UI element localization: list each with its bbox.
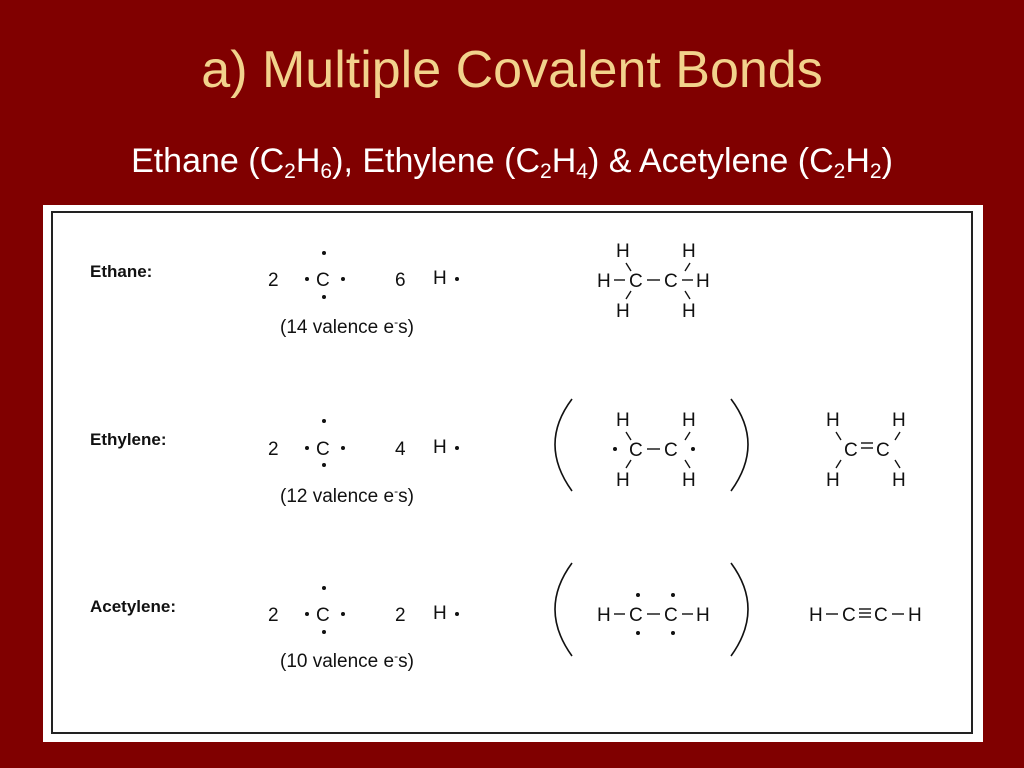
electron-dot — [322, 295, 326, 299]
atom-h: H — [616, 470, 630, 491]
electron-dot — [305, 277, 309, 281]
bond-line — [685, 291, 690, 299]
lewis-structures-diagram — [53, 213, 971, 732]
bond-line — [626, 432, 631, 440]
subtitle-atom: C — [259, 142, 285, 180]
ethane-carbon-atom: C — [316, 270, 330, 291]
subtitle-subscript: 2 — [869, 160, 882, 183]
electron-dot — [455, 446, 459, 450]
bond-line — [626, 291, 631, 299]
subtitle-atom: H — [551, 142, 577, 180]
subtitle-paren: ( — [504, 142, 516, 180]
subtitle-paren: ) — [881, 142, 893, 180]
acetylene-carbon-count: 2 — [268, 605, 279, 626]
electron-dot — [322, 586, 326, 590]
subtitle-separator: , — [343, 142, 363, 180]
ethane-structural-formula — [597, 241, 710, 322]
bond-line — [836, 432, 841, 440]
subtitle-paren: ) — [587, 142, 600, 180]
ethylene-row — [90, 399, 906, 507]
ethane-hydrogen-count: 6 — [395, 270, 406, 291]
atom-h: H — [696, 271, 710, 292]
atom-h: H — [682, 301, 696, 322]
subtitle-paren: ( — [248, 142, 260, 180]
electron-dot — [341, 612, 345, 616]
ethylene-label: Ethylene: — [90, 430, 167, 449]
subtitle-subscript: 2 — [284, 160, 296, 183]
electron-dot — [455, 612, 459, 616]
bond-line — [895, 432, 900, 440]
atom-h: H — [616, 301, 630, 322]
atom-c: C — [876, 440, 890, 461]
electron-dot — [636, 631, 640, 635]
bond-line — [685, 263, 690, 271]
subtitle-subscript: 6 — [320, 160, 333, 183]
subtitle-atom: C — [515, 142, 541, 180]
atom-h: H — [826, 410, 840, 431]
acetylene-carbon-atom: C — [316, 605, 330, 626]
acetylene-valence-text: (10 valence e-s) — [280, 649, 414, 672]
acetylene-triple-bond-structure — [809, 605, 922, 626]
subtitle-subscript: 2 — [833, 160, 846, 183]
subtitle-paren: ( — [797, 142, 810, 180]
atom-c: C — [664, 605, 678, 626]
atom-h: H — [682, 241, 696, 262]
electron-dot — [322, 419, 326, 423]
ethylene-carbon-count: 2 — [268, 439, 279, 460]
electron-dot — [691, 447, 695, 451]
electron-dot — [455, 277, 459, 281]
electron-dot — [305, 446, 309, 450]
ethylene-intermediate-structure — [555, 399, 748, 491]
atom-h: H — [616, 410, 630, 431]
electron-dot — [322, 251, 326, 255]
atom-h: H — [908, 605, 922, 626]
ethane-row — [90, 241, 710, 338]
bond-line — [895, 460, 900, 468]
bond-line — [626, 460, 631, 468]
subtitle-subscript: 4 — [576, 160, 588, 183]
electron-dot — [305, 612, 309, 616]
ethylene-hydrogen-atom: H — [433, 437, 447, 458]
diagram-panel — [43, 205, 983, 742]
atom-h: H — [682, 410, 696, 431]
electron-dot — [341, 446, 345, 450]
bond-line — [836, 460, 841, 468]
subtitle-ethylene: Ethylene — [362, 142, 495, 180]
atom-c: C — [664, 271, 678, 292]
atom-c: C — [844, 440, 858, 461]
acetylene-intermediate-structure — [555, 563, 748, 656]
acetylene-label: Acetylene: — [90, 597, 176, 616]
atom-h: H — [597, 605, 611, 626]
atom-c: C — [629, 271, 643, 292]
atom-h: H — [826, 470, 840, 491]
ethane-carbon-count: 2 — [268, 270, 279, 291]
electron-dot — [341, 277, 345, 281]
atom-h: H — [892, 410, 906, 431]
electron-dot — [322, 463, 326, 467]
atom-c: C — [842, 605, 856, 626]
subtitle-paren: ) — [332, 142, 344, 180]
right-parenthesis — [731, 563, 748, 656]
atom-c: C — [874, 605, 888, 626]
atom-h: H — [597, 271, 611, 292]
left-parenthesis — [555, 399, 572, 491]
bond-line — [685, 432, 690, 440]
subtitle-atom: C — [809, 142, 834, 180]
electron-dot — [636, 593, 640, 597]
slide-subtitle — [0, 140, 1024, 182]
ethylene-carbon-atom: C — [316, 439, 330, 460]
electron-dot — [322, 630, 326, 634]
left-parenthesis — [555, 563, 572, 656]
right-parenthesis — [731, 399, 748, 491]
bond-line — [626, 263, 631, 271]
atom-c: C — [629, 440, 643, 461]
subtitle-ethane: Ethane — [131, 142, 239, 180]
atom-h: H — [892, 470, 906, 491]
atom-c: C — [629, 605, 643, 626]
subtitle-atom: H — [295, 142, 321, 180]
ethane-label: Ethane: — [90, 262, 153, 281]
atom-h: H — [809, 605, 823, 626]
atom-h: H — [696, 605, 710, 626]
atom-h: H — [682, 470, 696, 491]
ethylene-double-bond-structure — [826, 410, 906, 491]
acetylene-hydrogen-atom: H — [433, 603, 447, 624]
ethylene-valence-text: (12 valence e-s) — [280, 484, 414, 507]
bond-line — [685, 460, 690, 468]
acetylene-hydrogen-count: 2 — [395, 605, 406, 626]
electron-dot — [613, 447, 617, 451]
slide-title: a) Multiple Covalent Bonds — [201, 41, 823, 99]
electron-dot — [671, 593, 675, 597]
electron-dot — [671, 631, 675, 635]
acetylene-row — [90, 563, 922, 672]
diagram-frame — [51, 211, 973, 734]
ethane-hydrogen-atom: H — [433, 268, 447, 289]
subtitle-subscript: 2 — [540, 160, 552, 183]
atom-c: C — [664, 440, 678, 461]
ethane-valence-text: (14 valence e-s) — [280, 315, 414, 338]
ethylene-hydrogen-count: 4 — [395, 439, 406, 460]
subtitle-acetylene: Acetylene — [638, 142, 789, 180]
subtitle-atom: H — [845, 142, 870, 180]
subtitle-separator: & — [599, 142, 639, 180]
atom-h: H — [616, 241, 630, 262]
